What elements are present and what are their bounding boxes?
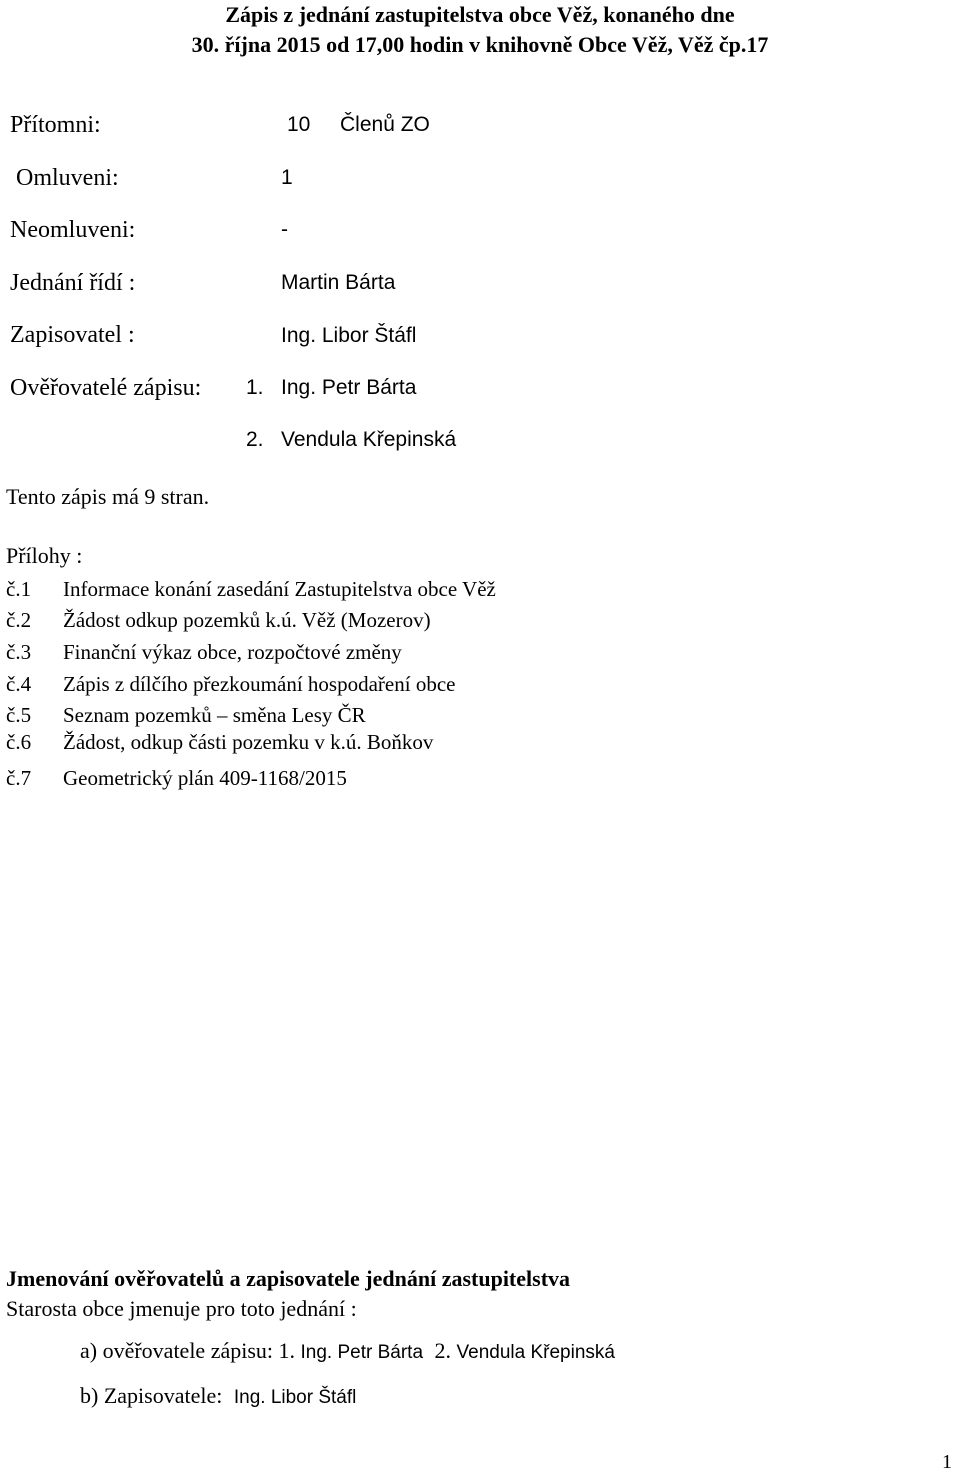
attachment-text: Žádost odkup pozemků k.ú. Věž (Mozerov) xyxy=(63,608,431,632)
appointment-verifiers-line xyxy=(80,1340,615,1362)
appointment-recorder-name: Ing. Libor Štáfl xyxy=(233,1387,357,1408)
attachment-number: č.1 xyxy=(6,577,32,601)
chair-value: Martin Bárta xyxy=(281,271,396,294)
excused-value: 1 xyxy=(281,166,293,189)
appointment-verifier2-number: 2. xyxy=(434,1338,452,1363)
attachment-text: Geometrický plán 409-1168/2015 xyxy=(63,766,347,790)
attachment-number: č.2 xyxy=(6,608,32,632)
attachment-number: č.7 xyxy=(6,766,32,790)
verifier1-number: 1. xyxy=(246,376,264,399)
present-unit: Členů ZO xyxy=(340,113,430,136)
appointment-recorder-line xyxy=(80,1385,356,1407)
attachment-number: č.6 xyxy=(6,730,32,754)
verifiers-label: Ověřovatelé zápisu: xyxy=(10,375,202,401)
pages-note: Tento zápis má 9 stran. xyxy=(6,484,210,509)
appointment-recorder-label: b) Zapisovatele: xyxy=(80,1383,223,1408)
unexcused-label: Neomluveni: xyxy=(10,217,136,243)
attachment-number: č.5 xyxy=(6,703,32,727)
attachment-number: č.3 xyxy=(6,640,32,664)
recorder-value: Ing. Libor Štáfl xyxy=(281,324,417,347)
document-title-line1: Zápis z jednání zastupitelstva obce Věž, konaného dne xyxy=(225,2,735,27)
recorder-label: Zapisovatel : xyxy=(10,322,135,348)
chair-label: Jednání řídí : xyxy=(10,270,136,296)
page-number: 1 xyxy=(942,1451,952,1473)
attachment-text: Žádost, odkup části pozemku v k.ú. Boňkov xyxy=(63,730,434,754)
verifier1-name: Ing. Petr Bárta xyxy=(281,376,417,399)
verifier2-number: 2. xyxy=(246,428,264,451)
appointment-intro: Starosta obce jmenuje pro toto jednání : xyxy=(6,1296,357,1321)
attachment-text: Informace konání zasedání Zastupitelstva obce Věž xyxy=(63,577,496,601)
attachment-text: Seznam pozemků – směna Lesy ČR xyxy=(63,703,366,727)
attachment-text: Zápis z dílčího přezkoumání hospodaření obce xyxy=(63,672,456,696)
appointment-heading: Jmenování ověřovatelů a zapisovatele jednání zastupitelstva xyxy=(6,1266,571,1291)
appointment-verifiers-label: a) ověřovatele zápisu: 1. xyxy=(80,1338,296,1363)
document-title-line2: 30. října 2015 od 17,00 hodin v knihovně Obce Věž, Věž čp.17 xyxy=(191,32,769,57)
attachment-text: Finanční výkaz obce, rozpočtové změny xyxy=(63,640,402,664)
appointment-verifier2-name: Vendula Křepinská xyxy=(456,1342,615,1363)
present-value: 10 xyxy=(287,113,311,136)
verifier2-name: Vendula Křepinská xyxy=(281,428,457,451)
unexcused-value: - xyxy=(281,218,288,241)
attachment-number: č.4 xyxy=(6,672,32,696)
attachments-label: Přílohy : xyxy=(6,543,83,568)
excused-label: Omluveni: xyxy=(16,165,119,191)
present-label: Přítomni: xyxy=(10,112,101,138)
appointment-verifier1-name: Ing. Petr Bárta xyxy=(300,1342,424,1363)
